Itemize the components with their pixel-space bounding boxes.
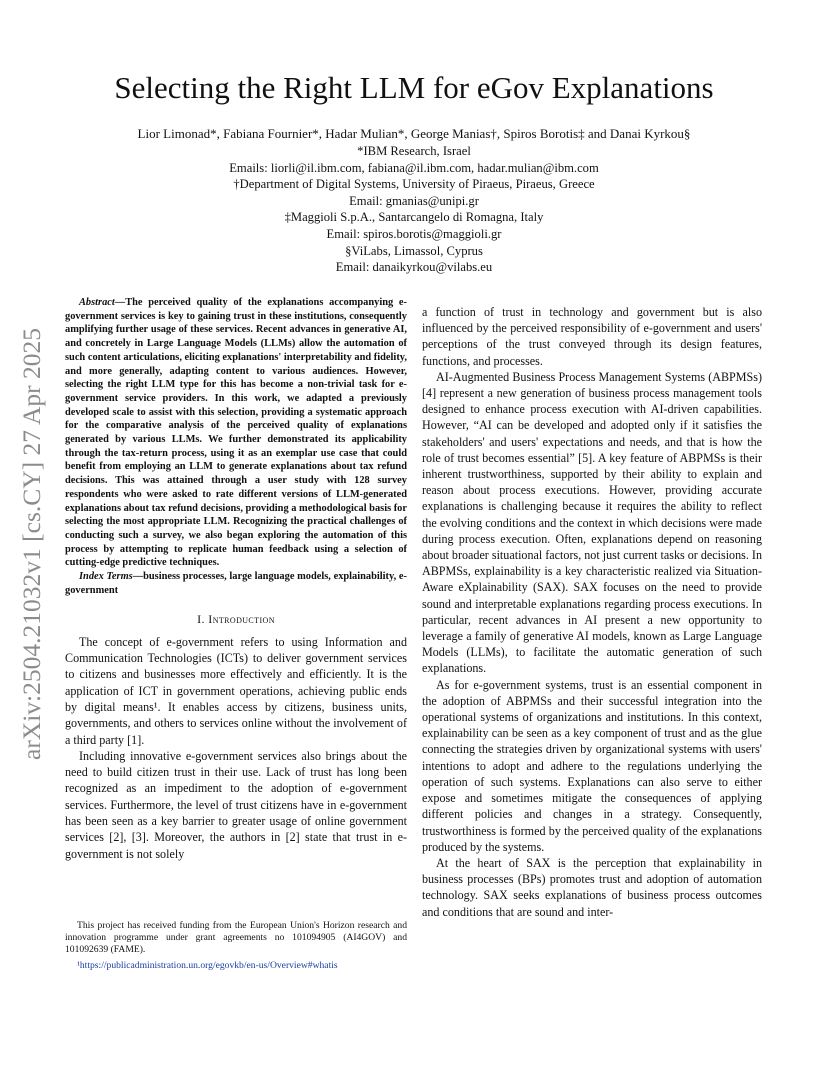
affiliation-line: Email: danaikyrkou@vilabs.eu — [335, 260, 493, 275]
affiliation-line: Email: gmanias@unipi.gr — [349, 193, 479, 208]
paper-title: Selecting the Right LLM for eGov Explanations — [114, 70, 714, 105]
affiliation-line: ‡Maggioli S.p.A., Santarcangelo di Romagna, Italy — [284, 210, 544, 225]
abstract-text: —The perceived quality of the explanations accompanying e-government services is key to gaining trust in these institutions, consequently amplifying further usage of these services. Recent advances in generative AI, and concretely in Large Language Models (LLMs) allow the automation of such content articulations, eliciting explanations' interpretability and fidelity, and more generally, adapting content to various audiences. However, selecting the right LLM type for this has become a non-trivial task for e-government service providers. In this work, we adapted a previously developed scale to assist with this selection, providing a systematic approach for the comparative analysis of the perceived quality of explanations generated by various LLMs. We further demonstrated its applicability through the tax-return process, using it as an exemplar use case that could benefit from employing an LLM to generate explanations about tax refund decisions. This was attained through a user study with 128 survey respondents who were asked to rate different versions of LLM-generated explanations about tax refund decisions, providing a methodological basis for selecting the most appropriate LLM. Recognizing the practical challenges of conducting such a survey, we also began exploring the automation of this process by attempting to replicate human feedback using a selection of cutting-edge predictive techniques. — [65, 297, 407, 569]
author-list: Lior Limonad*, Fabiana Fournier*, Hadar Mulian*, George Manias†, Spiros Borotis‡ and Danai Kyrkou§ — [137, 126, 691, 141]
affiliation-line: *IBM Research, Israel — [357, 144, 471, 158]
left-column — [65, 296, 407, 862]
arxiv-identifier: arXiv:2504.21032v1 [cs.CY] 27 Apr 2025 — [17, 327, 46, 760]
index-terms-text: —business processes, large language models, explainability, e-government — [65, 571, 407, 596]
body-paragraph: At the heart of SAX is the perception that explainability in business processes (BPs) promotes trust and adoption of automation technology. SAX seeks explanations of business process outcomes and conditions that are sound and inter- — [422, 855, 762, 919]
body-paragraph: The concept of e-government refers to using Information and Communication Technologies (ICTs) to deliver government services to citizens and businesses more effectively and efficiently. It is the application of ICT in government operations, achieving public ends by digital means¹. It enables access by citizens, business units, governments, and others to services online without the involvement of a third party [1]. — [65, 634, 407, 747]
affiliation-line: †Department of Digital Systems, University of Piraeus, Piraeus, Greece — [233, 177, 595, 192]
body-paragraph: AI-Augmented Business Process Management Systems (ABPMSs) [4] represent a new generation of business process management tools designed to enhance process execution with AI-driven capabilities. However, “AI can be developed and adopted only if it satisfies the stakeholders' and users' expectations and needs, and that is how the role of trust becomes essential” [5]. A key feature of ABPMSs is their inherent trustworthiness, supported by their ability to explain and reason about process executions. However, providing accurate explanations is challenging because it requires the ability to reflect the evolving conditions and the context in which decisions were made during process execution. Often, explanations depend on reasoning about broader situational factors, not just current tasks or decisions. In ABPMSs, explainability is a key characteristic realized via Situation-Aware eXplainability (SAX). SAX focuses on the need to provide sound and interpretable explanations regarding process executions. In particular, recent advances in AI present a new opportunity to leverage a family of generative AI models, known as Large Language Models (LLMs), to facilitate the automatic generation of such explanations. — [422, 369, 762, 676]
section-heading: I. Introduction — [197, 612, 275, 627]
affiliation-line: §ViLabs, Limassol, Cyprus — [345, 243, 483, 258]
body-paragraph: Including innovative e-government services also brings about the need to build citizen trust in their use. Lack of trust has long been recognized as an impediment to the adoption of e-government services. Furthermore, the level of trust citizens have in e-government has been seen as a key barrier to greater usage of online government services [2], [3]. Moreover, the authors in [2] state that trust in e-government is not solely — [65, 748, 407, 861]
body-paragraph: a function of trust in technology and government but is also influenced by the perceived responsibility of e-government and users' perceptions of the trust conveyed through its design features, functions, and processes. — [422, 305, 762, 368]
abstract-label: Abstract — [79, 297, 115, 308]
footnotes — [65, 920, 407, 972]
affiliation-line: Email: spiros.borotis@maggioli.gr — [326, 226, 502, 241]
url-footnote[interactable]: ¹https://publicadministration.un.org/egovkb/en-us/Overview#whatis — [77, 959, 338, 971]
affiliations — [0, 143, 828, 276]
index-terms-label: Index Terms — [79, 571, 133, 583]
abstract — [65, 296, 407, 570]
index-terms — [65, 570, 407, 597]
body-paragraph: As for e-government systems, trust is an essential component in the adoption of ABPMSs and their successful integration into the operational systems of organizations and institutions. In this context, explainability can be seen as a key component of trust and as the glue connecting the strategies driven by organizational systems with users' intentions to adopt and adhere to the regulations underlying the operation of such systems. Explanations can also serve to either expose and sometimes mitigate the consequences of applying different policies and changes in a strategy. Consequently, trustworthiness is formed by the perceived quality of the explanations produced by the systems. — [422, 677, 762, 854]
funding-footnote: This project has received funding from the European Union's Horizon research and innovation programme under grant agreements no 101094905 (AI4GOV) and 101092639 (FAME). — [65, 920, 407, 956]
affiliation-line: Emails: liorli@il.ibm.com, fabiana@il.ibm.com, hadar.mulian@ibm.com — [229, 160, 599, 175]
right-column — [422, 304, 762, 920]
